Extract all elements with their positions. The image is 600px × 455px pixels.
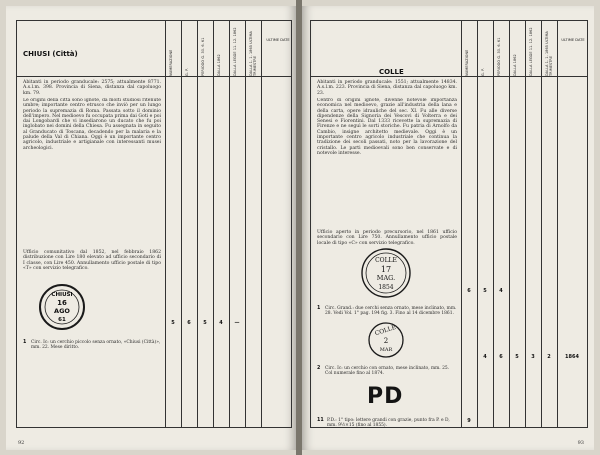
right-col-periodo2: DALLA 1862 [513, 54, 517, 76]
left-page-number: 92 [18, 440, 25, 446]
right-office-text: Ufficio aperto in periodo precursorio, nel 1861 ufficio secondario con Lire 750. Annullamento ufficio postale locale di tipo «C» con servizio telegrafico. [317, 230, 457, 246]
right-item1-number: 1 [317, 306, 321, 311]
right-grid-line [525, 20, 526, 428]
postmark-day: 17 [380, 265, 392, 274]
right-col-periodo3: DALLA LEGGE 11. 12. 1862 [529, 27, 533, 76]
right-item2-value-3: 5 [515, 354, 519, 360]
right-grid-line [509, 20, 510, 428]
right-col-periodo4: DALLA 1. 1. 1865 ULTIMA TRIMESTRE [545, 31, 553, 76]
right-item1-text: Circ. Grand.: due cerchi senza ornato, mese inclinato, mm. 28. Vedi Vol. 1° pag. 194 fig. 3. Fino al 14 dicembre 1861. [325, 306, 457, 317]
right-col-numbering: NUMERAZIONE [465, 49, 469, 76]
right-header-rule [311, 76, 587, 77]
postmark-day: 2 [383, 337, 389, 345]
left-col-periodo2: DALLA 1862 [217, 54, 221, 76]
postmark-month: AGO [54, 307, 70, 315]
right-item2-value-1: 4 [483, 354, 487, 360]
right-item3-number: 11 [317, 418, 324, 423]
left-grid-line [165, 20, 166, 428]
right-item2-text: Circ. Ic: un cerchio con ornato, mese inclinato, mm. 25. Col numerale fino al 1874. [325, 366, 450, 377]
right-item2-last-date: 1864 [565, 354, 579, 360]
postmark-day: 16 [57, 299, 67, 307]
right-col-ultime: ULTIME DATE [561, 38, 585, 42]
left-grid-line [181, 20, 182, 428]
postmark-town: COLLE [375, 257, 397, 264]
left-grid-line [213, 20, 214, 428]
left-value-5: — [234, 320, 240, 326]
left-value-3: 5 [203, 320, 207, 326]
left-grid-line [261, 20, 262, 428]
left-col-periodo3: DALLA LEGGE 11. 12. 1862 [233, 27, 237, 76]
left-value-4: 4 [219, 320, 223, 326]
left-value-2: 6 [187, 320, 191, 326]
left-grid-line [245, 20, 246, 428]
right-item2-value-2: 6 [499, 354, 503, 360]
colle-postmark-1 [359, 246, 413, 300]
postmark-town: CHIUSI [51, 292, 73, 298]
right-page [302, 6, 594, 450]
left-grid-line [197, 20, 198, 428]
left-col-ultime: ULTIME DATE [266, 38, 290, 42]
postmark-year: 1854 [378, 284, 394, 291]
right-intro-text: Abitanti in periodo granducale: 1551; attualmente 14834. A.s.l.m. 223. Provincia di Siena, distanza dal capoluogo km. 23. [317, 80, 457, 96]
right-top-rule [311, 20, 587, 21]
left-grid-line [229, 20, 230, 428]
left-intro-text: Abitanti in periodo granducale: 2575; attualmente 8771. A.s.l.m. 398. Provincia di Siena, distanza dal capoluogo km. 79. [23, 80, 161, 96]
colle-postmark-2 [363, 320, 409, 360]
postmark-month: MAG. [376, 274, 396, 282]
left-header-rule [17, 76, 291, 77]
right-item1-value-2: 5 [483, 288, 487, 294]
left-top-rule [17, 20, 291, 21]
left-page [6, 6, 296, 450]
right-table-grid [310, 20, 588, 428]
left-value-1: 5 [171, 320, 175, 326]
right-grid-line [477, 20, 478, 428]
postmark-year: 61 [58, 317, 66, 323]
left-col-periodo4: DALLA 1. 1. 1865 ULTIMA TRIMESTRE [249, 31, 257, 76]
left-place-title: CHIUSI (Città) [23, 50, 78, 58]
left-office-text: Ufficio comunitativo dal 1852, nel febbraio 1862 distribuzione con Lire 180 elevato ad ufficio secondario di I classe, con Lire 450. Annullamento ufficio postale di tipo «T» con servizio telegrafico. [23, 250, 161, 271]
right-grid-line [493, 20, 494, 428]
right-page-number: 93 [577, 440, 584, 446]
right-item3-value-1: 9 [467, 418, 471, 424]
right-item3-text: P.D.: 1° tipo: lettere grandi con grazie, punto fra P. e D, mm. 9½×15 (fino al 1855). [327, 418, 450, 429]
right-grid-line [557, 20, 558, 428]
left-table-grid [16, 20, 292, 428]
right-item2-number: 2 [317, 366, 321, 371]
right-grid-line [461, 20, 462, 428]
left-col-numbering: NUMERAZIONE [169, 49, 173, 76]
left-col-gp: G. P. [185, 68, 189, 76]
left-col-periodo1: PERIODO G. 30. 6. 61 [201, 37, 205, 76]
left-history-text: Le origini della città sono ignote, da molti studiosi ritenute umbre; importante centro etrusco che inviò per un lungo periodo la supremazia di Roma. Passata sotto il dominio dell'impero. Nel medioevo fu occupata prima dai Goti e poi dai Longobardi che vi insediarono un ducato che fu poi inglobato nei domini della Chiesa. Fu assegnata in seguito al Granducato di Toscana, decadendo per la malaria e la palude della Val di Chiana. Oggi è un importante centro agricolo, industriale e artigianale con interessanti musei archeologici. [23, 98, 161, 151]
postmark-town: COLLE [374, 323, 398, 338]
chiusi-postmark [37, 282, 87, 332]
right-grid-line [541, 20, 542, 428]
postmark-month: MAR [379, 347, 393, 353]
pd-handstamp: PD [367, 384, 404, 409]
left-item-text: Circ. Ic: un cerchio piccolo senza ornato, «Chiusi (Città)», mm. 22. Mese diritto. [31, 340, 161, 351]
right-col-gp: G. P. [481, 68, 485, 76]
right-item2-value-4: 3 [531, 354, 535, 360]
right-place-title: COLLE [379, 68, 404, 76]
left-bottom-rule [17, 427, 291, 428]
right-item1-value-1: 6 [467, 288, 471, 294]
left-item-number: 1 [23, 340, 27, 345]
right-col-periodo1: PERIODO G. 30. 6. 61 [497, 37, 501, 76]
right-history-text: Centro di origini ignote, divenne notevole importanza economica nel medioevo, grazie all'industria della lana e della carta, opere idrauliche del sec. XI. Fu alle diverse dipendenze della Signoria dei Vescovi di Volterra e dei Senesi e Fiorentini. Dal 1333 ricevette la supremazia di Firenze e ne seguì le sorti storiche. Fu patria di Arnolfo da Cambio, insigne architetto medievale. Oggi è un importante centro agricolo industriale che continua la tradizione dei secoli passati, noto per la lavorazione del cristallo. Le parti medioevali sono ben conservate e di notevole interesse. [317, 98, 457, 156]
right-item1-value-3: 4 [499, 288, 503, 294]
right-item2-value-5: 2 [547, 354, 551, 360]
